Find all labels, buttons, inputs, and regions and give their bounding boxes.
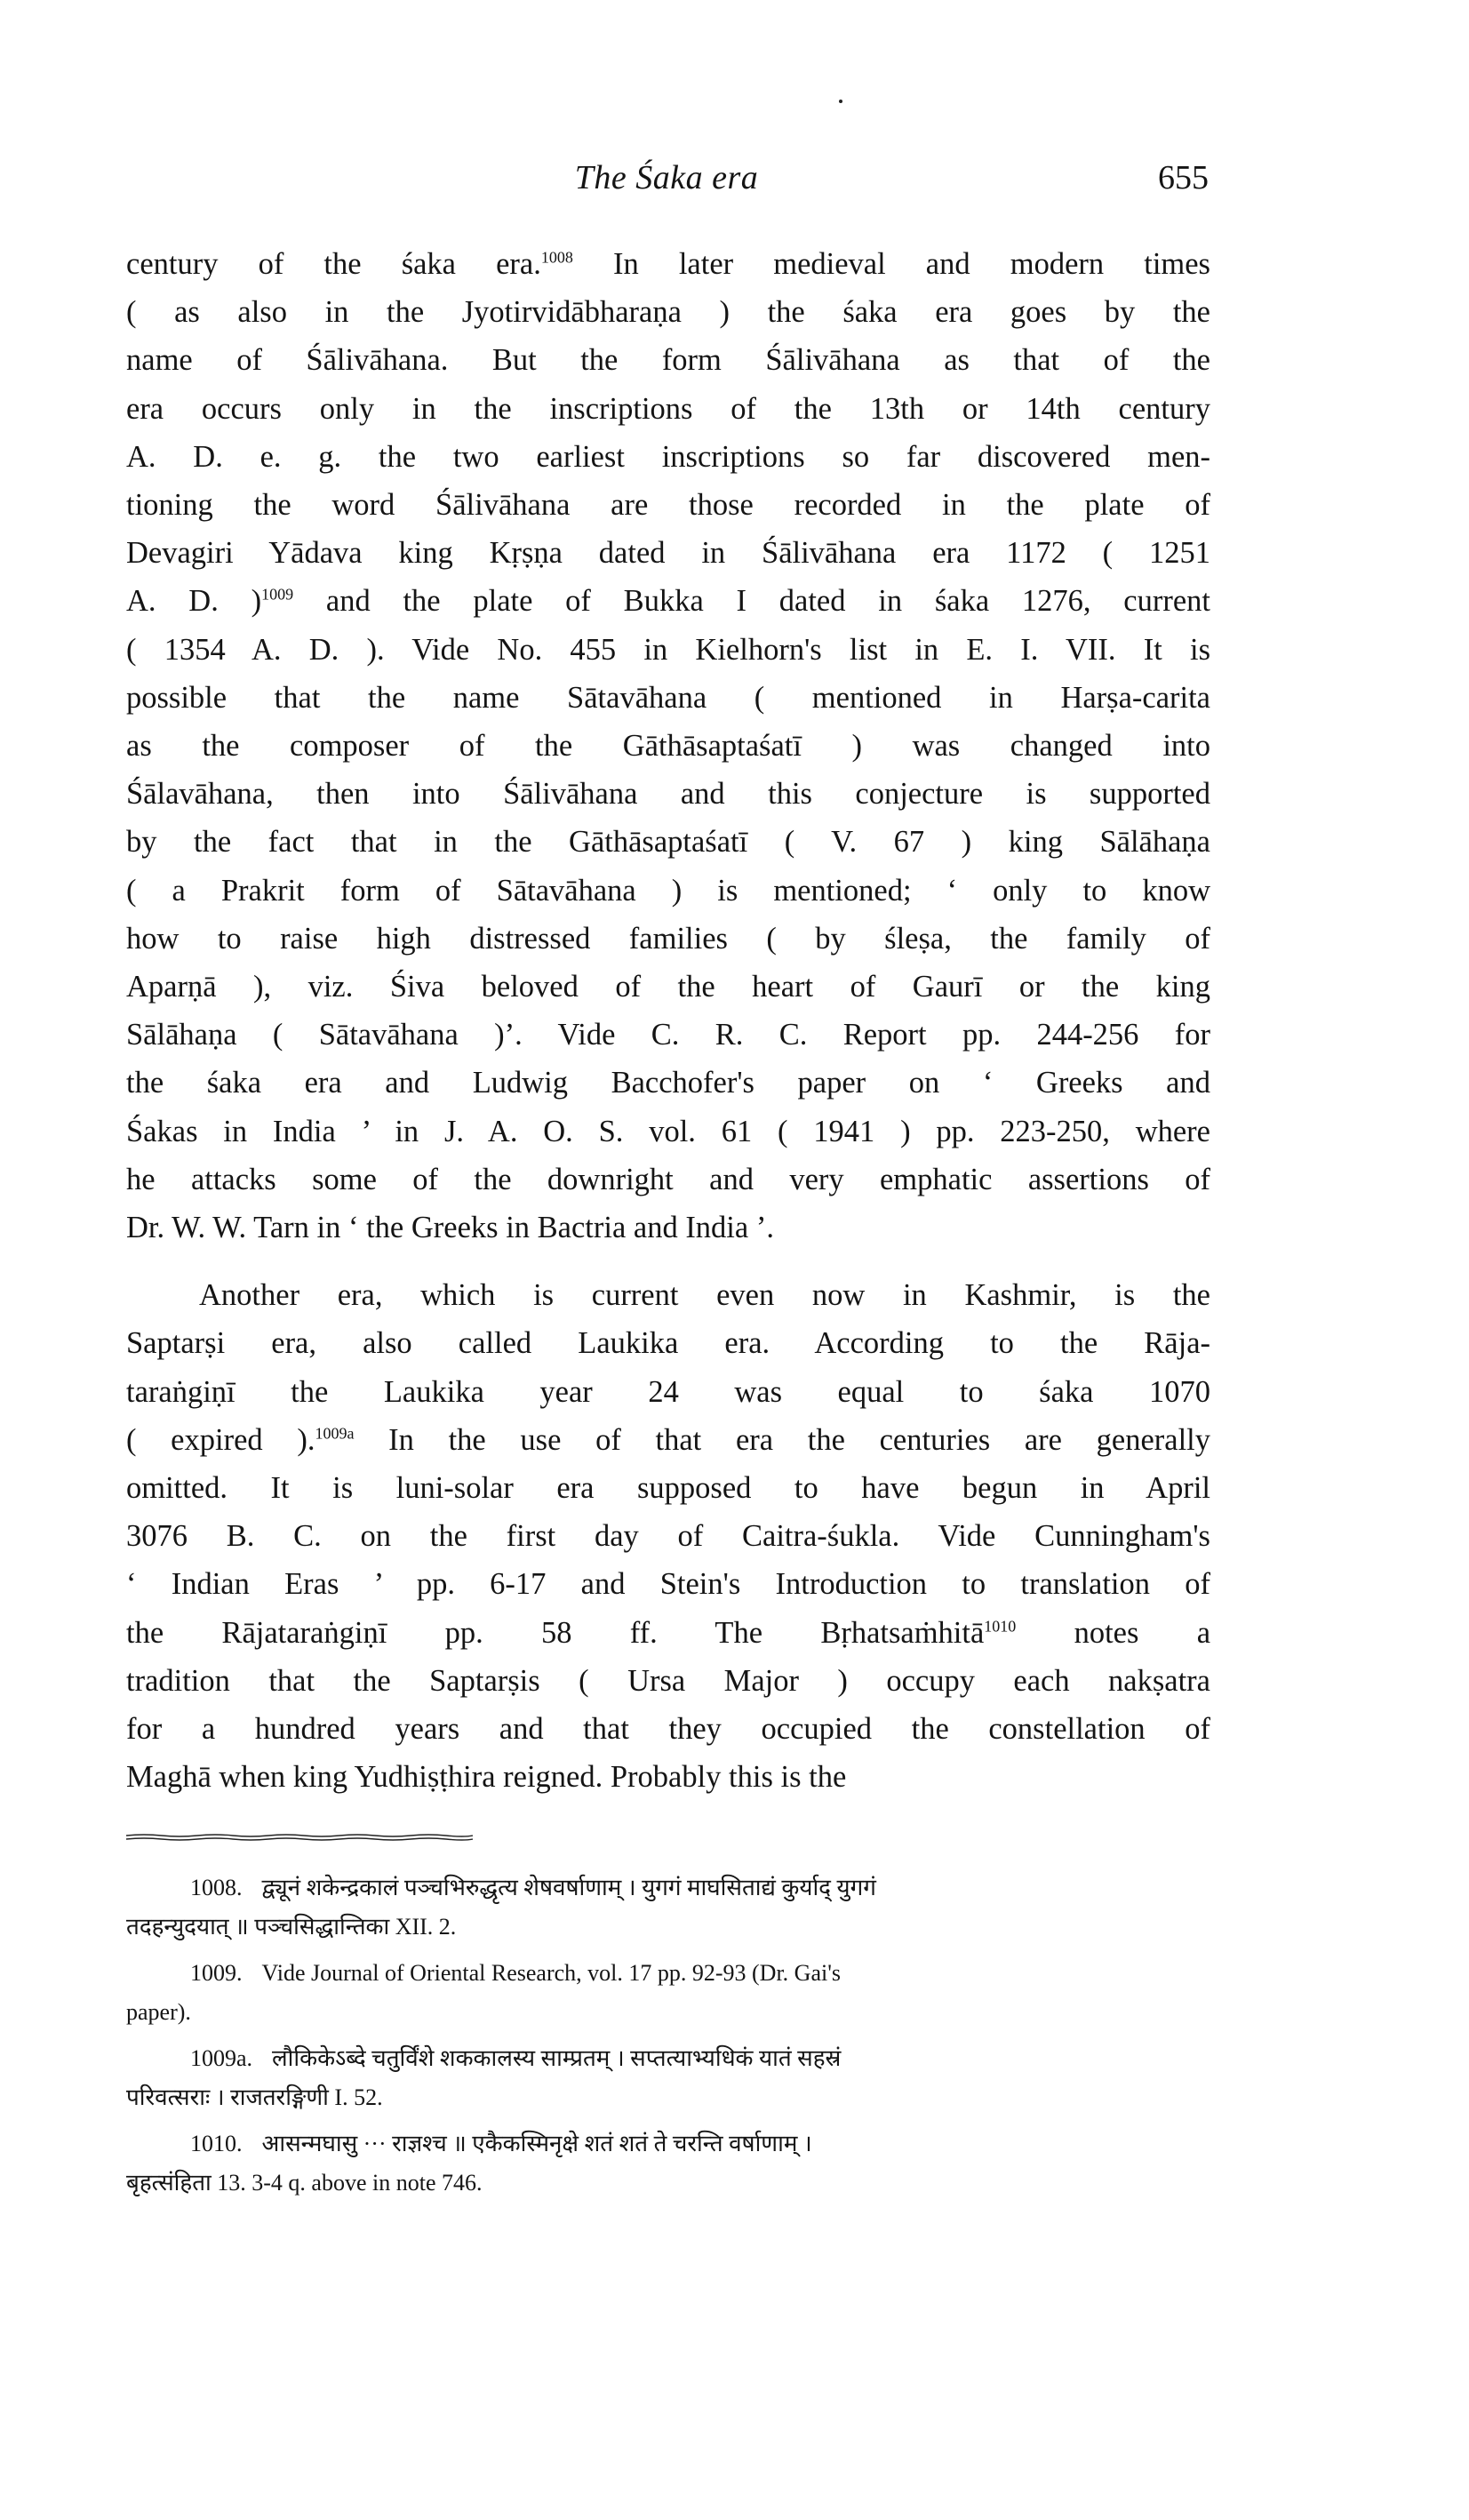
footnote-text: Vide Journal of Oriental Research, vol. 17 pp. 92-93 (Dr. Gai's	[261, 1960, 842, 1986]
text-line: omitted. It is luni-solar era supposed to have begun in April	[126, 1471, 1210, 1506]
text-line: by the fact that in the Gāthāsaptaśatī ( V. 67 ) king Sālāhaṇa	[126, 825, 1210, 860]
footnote-text: परिवत्सराः । राजतरङ्गिणी I. 52.	[126, 2084, 383, 2110]
footnote	[126, 1868, 1210, 1947]
page-number: 655	[1158, 159, 1209, 196]
footnote-text: द्व्यूनं शकेन्द्रकालं पञ्चभिरुद्धृत्य शेषवर्षाणाम् । युगगं माघसिताद्यं कुर्याद् युगगं	[261, 1875, 876, 1900]
footnote-marker: 1008	[540, 248, 573, 267]
footnote-number: 1009.	[190, 1960, 243, 1986]
footnote-number: 1008.	[190, 1875, 243, 1900]
text-line: Śakas in India ’ in J. A. O. S. vol. 61 ( 1941 ) pp. 223-250, where	[126, 1114, 1210, 1148]
footnote-marker: 1009	[261, 585, 294, 604]
text-line: ( expired ).$^{1009a}$ In the use of that era the centuries are generally	[126, 1422, 1210, 1457]
text-line: ( 1354 A. D. ). Vide No. 455 in Kielhorn's list in E. I. VII. It is	[126, 632, 1210, 667]
text-line: Devagiri Yādava king Kṛṣṇa dated in Śālivāhana era 1172 ( 1251	[126, 536, 1210, 571]
text-line: the śaka era and Ludwig Bacchofer's paper on ‘ Greeks and	[126, 1066, 1210, 1100]
footnote-number: 1010.	[190, 2131, 243, 2156]
text-line: he attacks some of the downright and very emphatic assertions of	[126, 1162, 1210, 1196]
footnote	[126, 1954, 1210, 2032]
stray-ink-mark	[839, 100, 842, 103]
footnote-marker: 1010	[984, 1617, 1017, 1636]
body-text	[126, 240, 1210, 1802]
paragraph-saka-era	[126, 240, 1210, 1252]
text-line: tradition that the Saptarṣis ( Ursa Major ) occupy each nakṣatra	[126, 1663, 1210, 1698]
text-line: Dr. W. W. Tarn in ‘ the Greeks in Bactria and India ’.	[126, 1211, 774, 1245]
footnotes	[126, 1868, 1210, 2210]
footnote-text: बृहत्संहिता 13. 3-4 q. above in note 746.	[126, 2170, 483, 2196]
text-line: century of the śaka era.$^{1008}$ In later medieval and modern times	[126, 247, 1210, 281]
text-line: A. D. )$^{1009}$ and the plate of Bukka I dated in śaka 1276, current	[126, 584, 1210, 619]
footnote	[126, 2039, 1210, 2117]
text-line: the Rājataraṅgiṇī pp. 58 ff. The Bṛhatsaṁhitā$^{1010}$ notes a	[126, 1615, 1210, 1650]
text-line: era occurs only in the inscriptions of the 13th or 14th century	[126, 391, 1210, 426]
page-header	[124, 158, 1209, 212]
text-line: Sālāhaṇa ( Sātavāhana )’. Vide C. R. C. Report pp. 244-256 for	[126, 1018, 1210, 1052]
text-line: Another era, which is current even now in Kashmir, is the	[199, 1278, 1210, 1313]
text-line: Maghā when king Yudhiṣṭhira reigned. Probably this is the	[126, 1760, 847, 1795]
text-line: name of Śālivāhana. But the form Śālivāhana as that of the	[126, 343, 1210, 378]
text-line: how to raise high distressed families ( by śleṣa, the family of	[126, 921, 1210, 956]
text-line: as the composer of the Gāthāsaptaśatī ) was changed into	[126, 729, 1210, 764]
text-line: ‘ Indian Eras ’ pp. 6-17 and Stein's Introduction to translation of	[126, 1567, 1210, 1602]
text-line: taraṅgiṇī the Laukika year 24 was equal to śaka 1070	[126, 1374, 1210, 1409]
text-line: Aparṇā ), viz. Śiva beloved of the heart of Gaurī or the king	[126, 970, 1210, 1004]
footnote-marker: 1009a	[315, 1424, 355, 1443]
text-line: ( as also in the Jyotirvidābharaṇa ) the śaka era goes by the	[126, 295, 1210, 330]
text-line: possible that the name Sātavāhana ( mentioned in Harṣa-carita	[126, 680, 1210, 715]
text-line: Saptarṣi era, also called Laukika era. According to the Rāja-	[126, 1326, 1210, 1361]
text-line: tioning the word Śālivāhana are those recorded in the plate of	[126, 488, 1210, 523]
footnote-text: लौकिकेऽब्दे चतुर्विंशे शककालस्य साम्प्रतम् । सप्तत्याभ्यधिकं यातं सहस्रं	[272, 2045, 842, 2071]
footnote-text: आसन्मघासु ··· राज्ञश्च ॥ एकैकस्मिनृक्षे शतं शतं ते चरन्ति वर्षाणाम् ।	[261, 2131, 812, 2156]
text-line: Śālavāhana, then into Śālivāhana and this conjecture is supported	[126, 777, 1210, 812]
footnote-text: तदहन्युदयात् ॥ पञ्चसिद्धान्तिका XII. 2.	[126, 1914, 457, 1940]
paragraph-saptarsi-era	[126, 1271, 1210, 1801]
running-title: The Śaka era	[574, 159, 759, 196]
text-line: ( a Prakrit form of Sātavāhana ) is mentioned; ‘ only to know	[126, 873, 1210, 908]
text-line: 3076 B. C. on the first day of Caitra-śukla. Vide Cunningham's	[126, 1519, 1210, 1554]
footnote-rule	[126, 1833, 473, 1842]
text-line: for a hundred years and that they occupied the constellation of	[126, 1712, 1210, 1747]
footnote	[126, 2124, 1210, 2203]
footnote-text: paper).	[126, 1999, 191, 2025]
footnote-number: 1009a.	[190, 2045, 253, 2071]
text-line: A. D. e. g. the two earliest inscriptions so far discovered men-	[126, 439, 1210, 474]
